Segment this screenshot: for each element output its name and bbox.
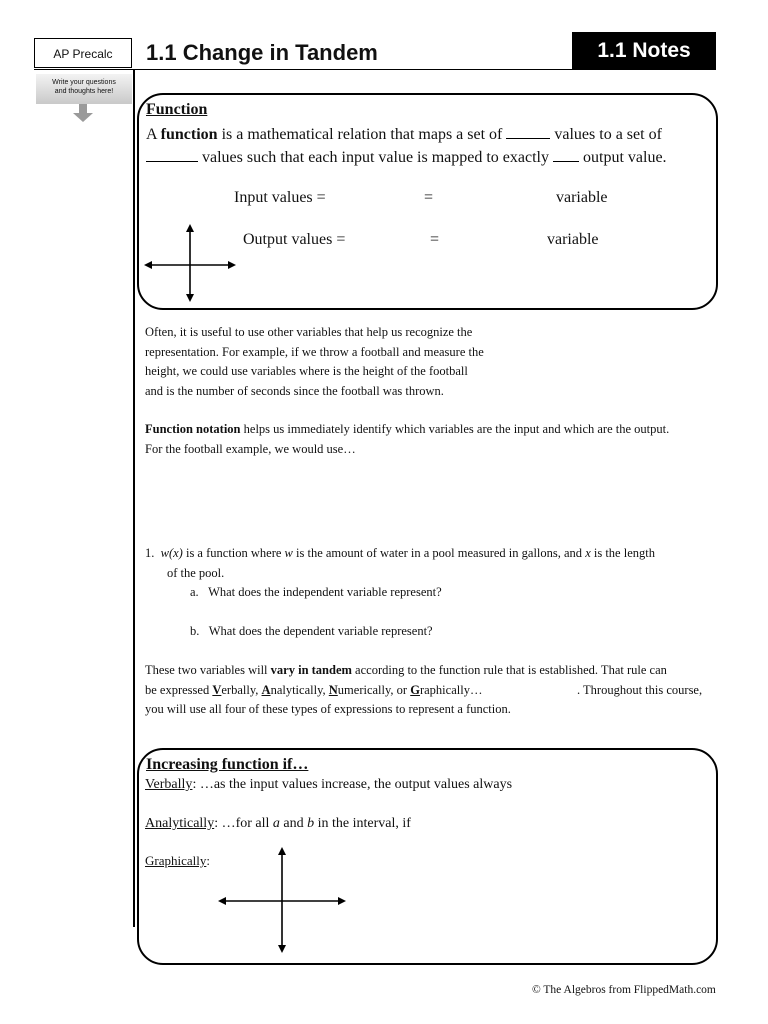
variables-paragraph (145, 323, 705, 401)
def-text: values such that each input value is mapped to exactly (198, 149, 553, 166)
function-notation-paragraph (145, 420, 735, 459)
course-label: AP Precalc (34, 38, 132, 68)
paragraph-line: and is the number of seconds since the football was thrown. (145, 383, 444, 398)
math-variable: x (585, 546, 591, 560)
math-variable: a (272, 816, 280, 831)
math-expression: w(x) (160, 546, 183, 560)
subquestion-label: b. (190, 624, 200, 638)
axes-icon (218, 847, 348, 955)
question-1b (190, 622, 433, 642)
question-number: 1. (145, 546, 155, 560)
output-values-label: Output values = (243, 231, 346, 248)
output-equals: = (430, 231, 440, 248)
question-1a (190, 583, 442, 603)
tandem-term: vary in tandem (270, 663, 352, 677)
function-heading: Function (146, 101, 208, 118)
graphically-colon: : (206, 853, 210, 868)
def-text: output value. (579, 149, 667, 166)
math-variable: b (307, 816, 315, 831)
input-blank[interactable] (506, 138, 550, 139)
analytical-letter: A (261, 682, 271, 697)
def-term: function (160, 126, 218, 143)
increasing-heading: Increasing function if… (146, 756, 309, 773)
math-variable: w (284, 546, 293, 560)
paragraph-text: be expressed (145, 682, 213, 697)
subquestion-label: a. (190, 585, 199, 599)
margin-divider (133, 69, 135, 927)
notes-prompt-line2: and thoughts here! (54, 88, 114, 95)
question-text: is a function where (182, 546, 285, 560)
paragraph-text: according to the function rule that is established. That rule can (351, 663, 667, 677)
notes-prompt-line1: Write your questions (52, 79, 116, 86)
paragraph-line: representation. For example, if we throw a football and measure the (145, 344, 484, 359)
verbally-text: : …as the input values increase, the output values always (192, 777, 513, 792)
def-text: is a mathematical relation that maps a set of (217, 126, 507, 143)
verbal-letter: V (212, 682, 222, 697)
graphical-letter: G (410, 682, 420, 697)
notation-term: Function notation (145, 422, 241, 436)
paragraph-line: you will use all four of these types of expressions to represent a function. (145, 702, 511, 716)
paragraph-line: Often, it is useful to use other variables that help us recognize the (145, 325, 473, 339)
verbally-line (145, 777, 512, 793)
question-1 (145, 544, 735, 583)
subquestion-text: What does the independent variable represent? (208, 585, 442, 599)
paragraph-line: For the football example, we would use… (145, 441, 356, 456)
output-blank[interactable] (146, 161, 198, 162)
notes-badge: 1.1 Notes (572, 32, 716, 70)
def-text: values to a set of (550, 126, 662, 143)
input-values-label: Input values = (234, 189, 326, 206)
paragraph-text: raphically… (419, 682, 483, 697)
analytically-label: Analytically (145, 816, 215, 831)
notes-prompt (36, 74, 132, 104)
question-text: of the pool. (167, 565, 225, 580)
analytically-text: and (279, 816, 308, 831)
input-variable-label: variable (556, 189, 608, 206)
analytically-text: : …for all (214, 816, 273, 831)
def-text: A (146, 126, 161, 143)
graphically-line (145, 853, 210, 869)
subquestion-text: What does the dependent variable represent? (208, 624, 433, 638)
paragraph-text: These two variables will (145, 663, 271, 677)
analytically-text: in the interval, if (314, 816, 411, 831)
question-text: is the amount of water in a pool measured in gallons, and (292, 546, 586, 560)
function-definition (146, 123, 716, 169)
paragraph-text: erbally, (221, 682, 262, 697)
input-equals: = (424, 189, 434, 206)
vary-in-tandem-paragraph (145, 661, 730, 720)
arrow-down-icon (72, 104, 94, 124)
numerical-letter: N (328, 682, 338, 697)
graphically-label: Graphically (145, 853, 207, 868)
page-title: 1.1 Change in Tandem (146, 40, 378, 65)
analytically-line (145, 816, 411, 832)
output-variable-label: variable (547, 231, 599, 248)
count-blank[interactable] (553, 161, 579, 162)
axes-icon (144, 224, 238, 304)
paragraph-text: . Throughout this course, (577, 682, 703, 697)
question-text: is the length (590, 546, 655, 560)
paragraph-line: height, we could use variables where is the height of the football (145, 364, 468, 378)
copyright-footer: © The Algebros from FlippedMath.com (532, 984, 716, 996)
paragraph-text: helps us immediately identify which variables are the input and which are the output. (240, 422, 670, 436)
paragraph-text: nalytically, (270, 682, 329, 697)
header-divider (34, 69, 716, 70)
paragraph-text: umerically, or (337, 682, 411, 697)
verbally-label: Verbally (145, 777, 193, 792)
